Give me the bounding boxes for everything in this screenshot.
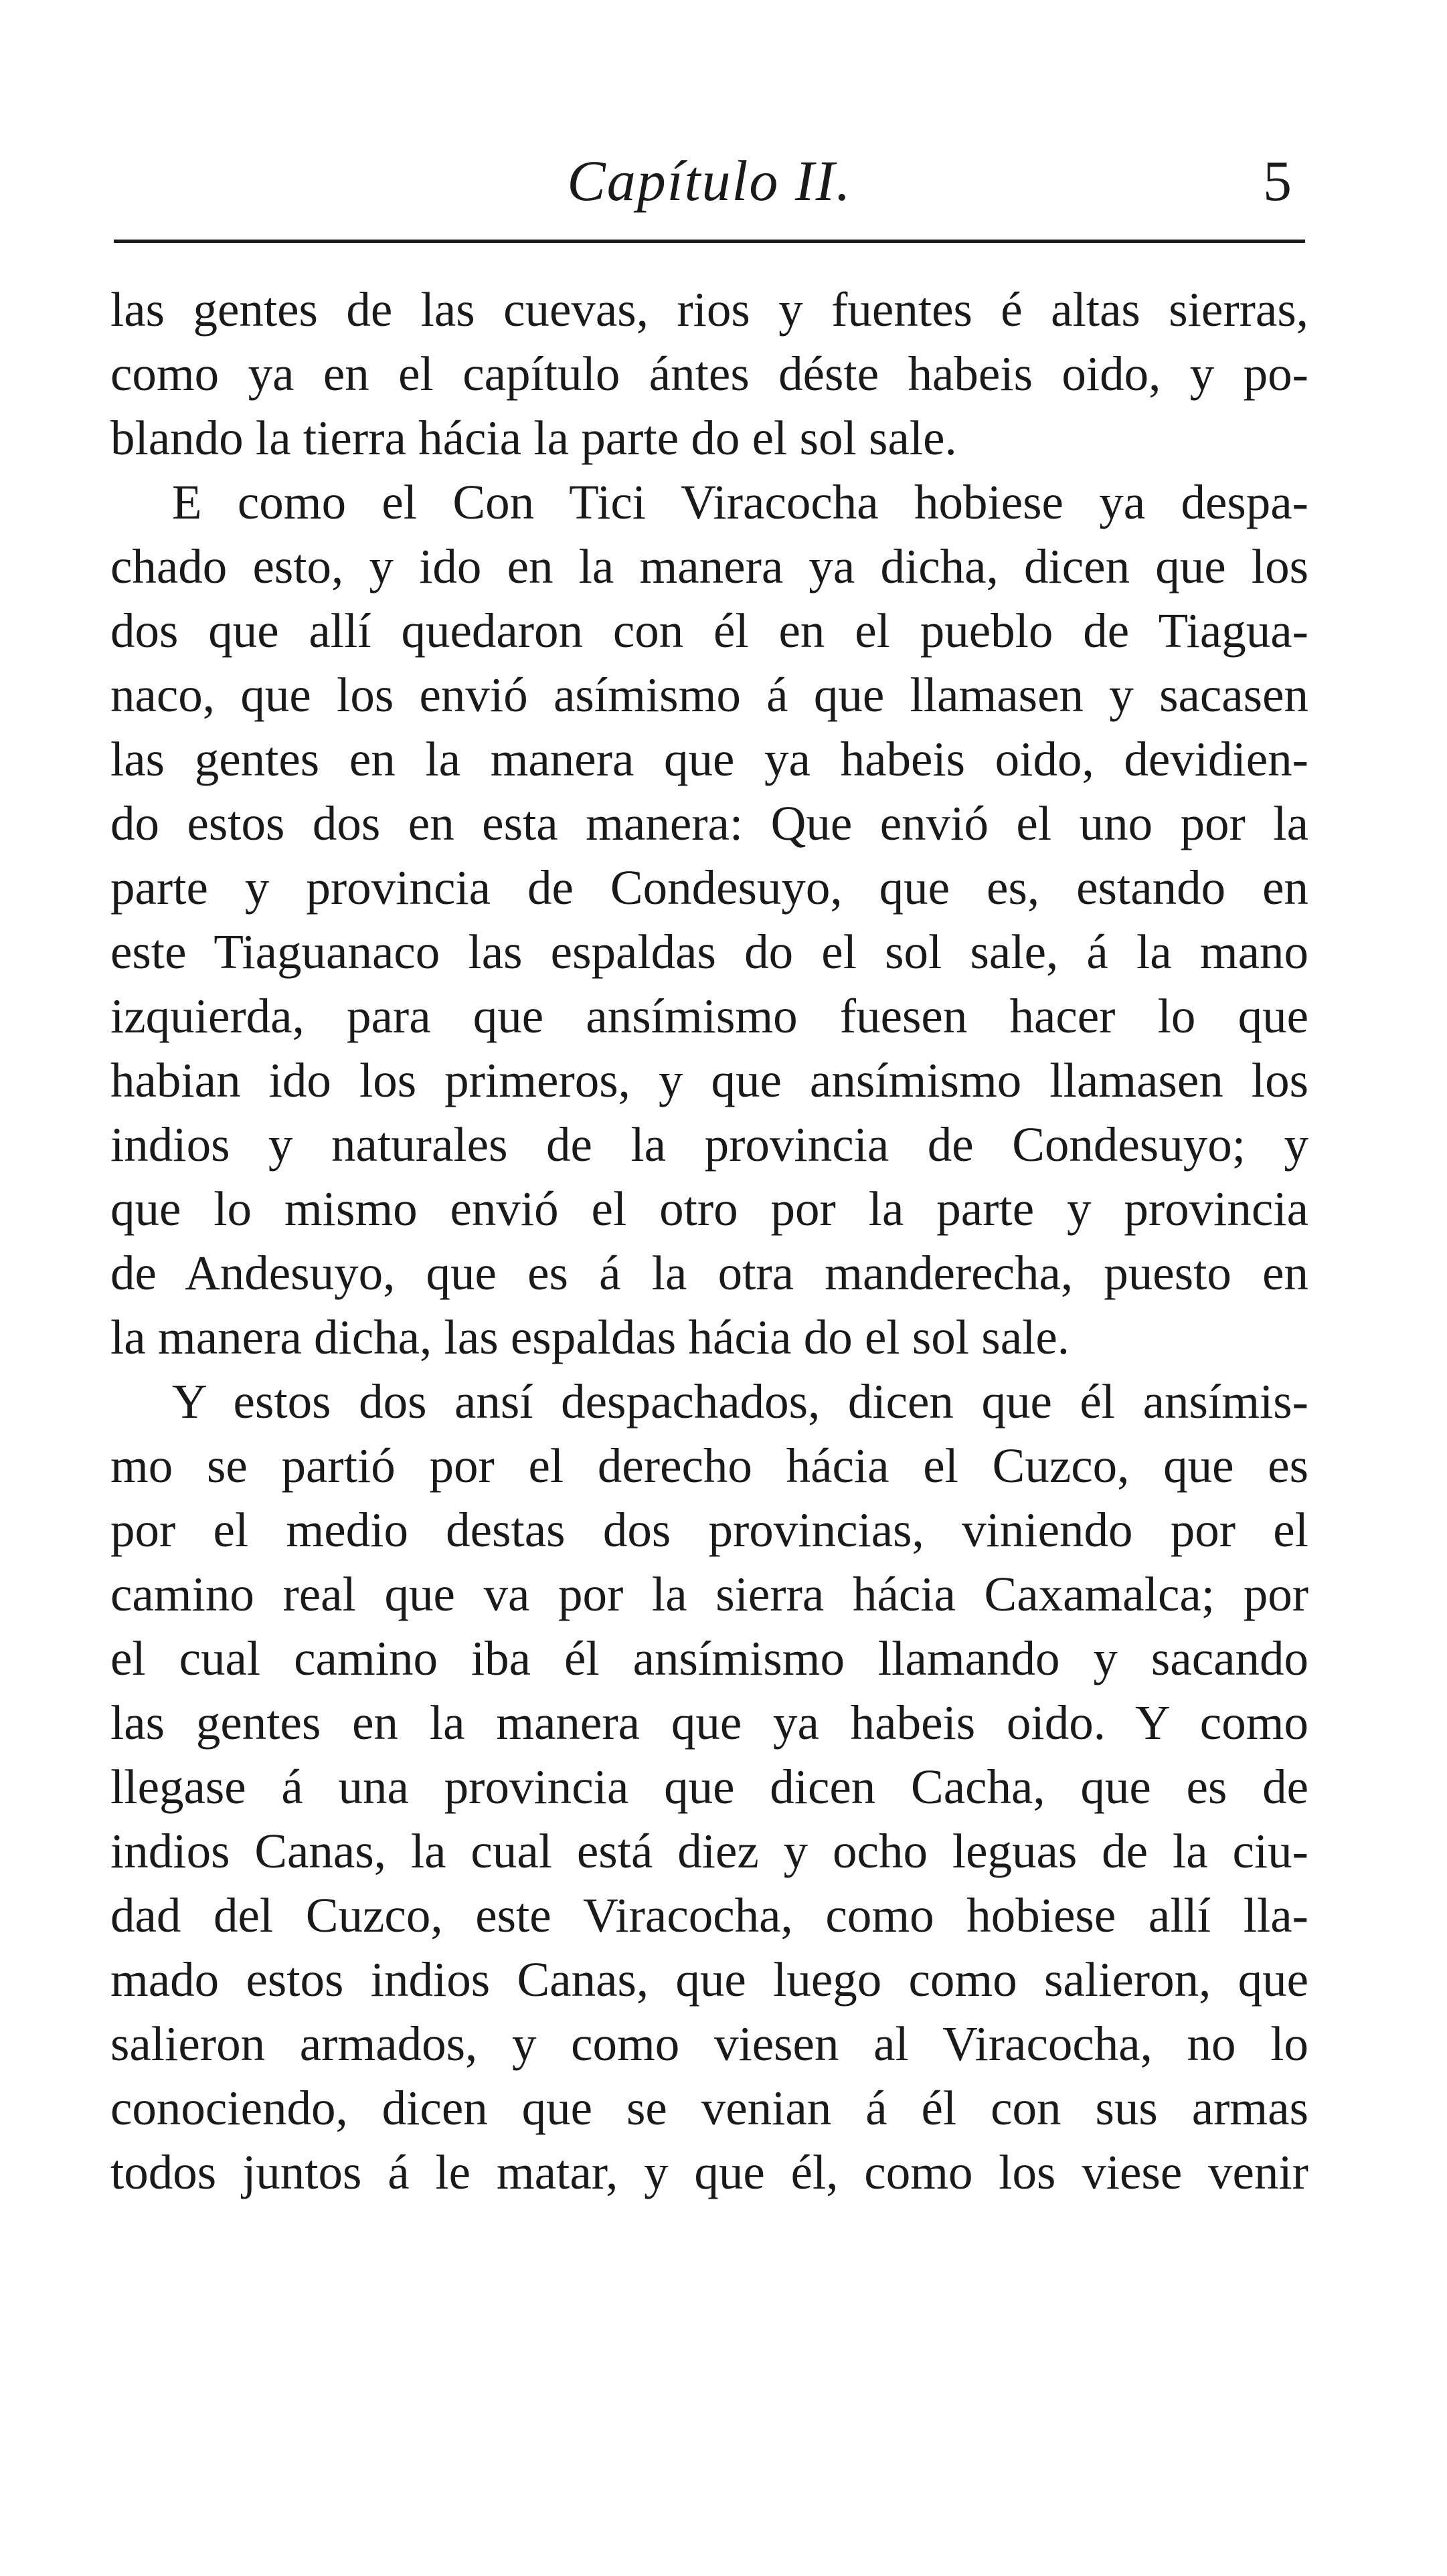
text-line: este Tiaguanaco las espaldas do el sol sale, á la mano: [110, 925, 1308, 979]
text-line: las gentes en la manera que ya habeis oido, devidien-: [110, 732, 1308, 786]
page-header: [114, 144, 1305, 217]
text-line: todos juntos á le matar, y que él, como los viese venir: [110, 2145, 1308, 2199]
text-line: parte y provincia de Condesuyo, que es, estando en: [110, 860, 1308, 915]
page-number: 5: [1263, 149, 1292, 213]
text-line: como ya en el capítulo ántes déste habeis oido, y po-: [110, 347, 1308, 401]
text-line: que lo mismo envió el otro por la parte y provincia: [110, 1182, 1308, 1236]
text-line: Y estos dos ansí despachados, dicen que él ansímis-: [172, 1374, 1308, 1429]
text-line: por el medio destas dos provincias, viniendo por el: [110, 1503, 1308, 1557]
text-line: dos que allí quedaron con él en el pueblo de Tiagua-: [110, 604, 1308, 658]
text-line: las gentes en la manera que ya habeis oido. Y como: [110, 1695, 1308, 1750]
text-line: conociendo, dicen que se venian á él con sus armas: [110, 2081, 1308, 2135]
text-line: las gentes de las cuevas, rios y fuentes é altas sierras,: [110, 282, 1308, 337]
body-text: [110, 278, 1308, 2205]
text-line: do estos dos en esta manera: Que envió el uno por la: [110, 796, 1308, 850]
text-line: blando la tierra hácia la parte do el sol sale.: [110, 411, 957, 465]
paragraph-1: [110, 278, 1308, 470]
text-line: camino real que va por la sierra hácia Caxamalca; por: [110, 1567, 1308, 1621]
text-line: de Andesuyo, que es á la otra manderecha, puesto en: [110, 1246, 1308, 1300]
text-line: naco, que los envió asímismo á que llamasen y sacasen: [110, 668, 1308, 722]
text-line: habian ido los primeros, y que ansímismo llamasen los: [110, 1053, 1308, 1107]
header-rule: [114, 240, 1305, 243]
text-line: indios Canas, la cual está diez y ocho leguas de la ciu-: [110, 1824, 1308, 1878]
text-line: izquierda, para que ansímismo fuesen hacer lo que: [110, 989, 1308, 1043]
paragraph-3: [110, 1370, 1308, 2205]
text-line: la manera dicha, las espaldas hácia do el sol sale.: [110, 1310, 1070, 1364]
text-line: indios y naturales de la provincia de Condesuyo; y: [110, 1117, 1308, 1172]
paragraph-2: [110, 470, 1308, 1370]
text-line: dad del Cuzco, este Viracocha, como hobiese allí lla-: [110, 1888, 1308, 1942]
running-title: Capítulo II.: [567, 149, 852, 213]
text-line: chado esto, y ido en la manera ya dicha, dicen que los: [110, 539, 1308, 593]
text-line: E como el Con Tici Viracocha hobiese ya despa-: [172, 475, 1308, 529]
text-line: el cual camino iba él ansímismo llamando y sacando: [110, 1631, 1308, 1685]
text-line: mado estos indios Canas, que luego como salieron, que: [110, 1952, 1308, 2007]
text-line: llegase á una provincia que dicen Cacha, que es de: [110, 1760, 1308, 1814]
text-line: salieron armados, y como viesen al Viracocha, no lo: [110, 2017, 1308, 2071]
text-line: mo se partió por el derecho hácia el Cuzco, que es: [110, 1439, 1308, 1493]
